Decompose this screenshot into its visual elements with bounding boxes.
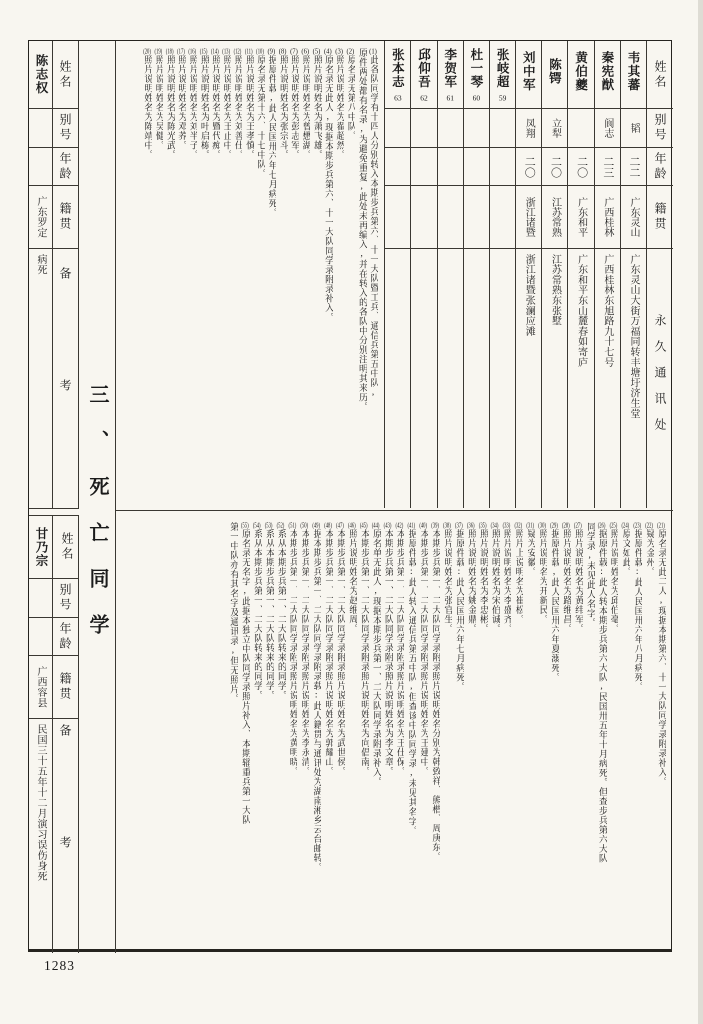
record-name: 邱仰吾 bbox=[416, 47, 431, 88]
record-name: 陈锷 bbox=[547, 58, 562, 85]
footnote-column bbox=[344, 48, 355, 500]
record-origin-cell: 广东和平 bbox=[568, 186, 593, 249]
record-name-cell bbox=[385, 41, 410, 109]
record-column bbox=[541, 41, 567, 508]
footnote-number: (37) bbox=[455, 522, 463, 529]
footnote-text: 原名录无第十六、十七中队。 bbox=[255, 55, 266, 179]
record-alias-cell bbox=[490, 109, 515, 148]
footnote-column bbox=[630, 522, 642, 948]
record-name-cell bbox=[542, 41, 567, 109]
footnote-number: (42) bbox=[395, 522, 404, 529]
footnote-text: 照片说明姓名为刘善仕。 bbox=[232, 55, 243, 160]
header-column-left-bottom bbox=[52, 516, 79, 953]
footnote-number: (45) bbox=[359, 522, 368, 529]
footnote-text: 照片说明姓名为姚金鼎。 bbox=[465, 529, 476, 634]
footnote-text: 同学录,未见此人名字。 bbox=[584, 522, 595, 628]
footnote-text: 系从本期步兵第一、二大队转来的同学。 bbox=[251, 529, 262, 700]
record-origin-cell: 广西容县 bbox=[29, 656, 52, 719]
table-frame bbox=[28, 40, 672, 952]
footnote-column bbox=[209, 48, 220, 500]
record-age-cell: 二〇 bbox=[542, 148, 567, 186]
record-address-cell bbox=[490, 249, 515, 508]
footnote-number: (52) bbox=[276, 522, 285, 529]
footnote-text: 疑为金州。 bbox=[644, 529, 655, 577]
footnote-column bbox=[654, 522, 666, 948]
footnote-number: (32) bbox=[514, 522, 523, 529]
footnote-column bbox=[265, 48, 276, 500]
record-alias-cell: 立犁 bbox=[542, 109, 567, 148]
record-name-cell bbox=[438, 41, 463, 109]
record-address-cell bbox=[438, 249, 463, 508]
footnote-column bbox=[310, 48, 321, 500]
record-address-cell: 江苏常熟东张墅 bbox=[549, 254, 561, 327]
footnote-number: (11) bbox=[244, 48, 253, 55]
header-name-label: 姓名 bbox=[53, 516, 78, 579]
record-name: 张岐超 bbox=[495, 47, 510, 88]
footnote-column bbox=[642, 522, 654, 948]
footnote-column bbox=[381, 522, 393, 948]
footnote-column bbox=[242, 48, 253, 500]
footnote-text: 系从本期步兵第一、二大队转来的同学。 bbox=[275, 529, 286, 700]
footnote-number: (3) bbox=[335, 48, 343, 55]
footnote-text: 照片说明姓名为暨代痴。 bbox=[209, 55, 220, 160]
header-address-label: 永久通讯处 bbox=[653, 313, 667, 444]
footnote-text: 照片说明姓名为萧飞雄。 bbox=[311, 55, 322, 160]
footnote-text: 原名录无此人,现据本期步兵第六、十一大队同学录附录补入。 bbox=[322, 55, 333, 322]
footnote-column bbox=[428, 522, 440, 948]
record-alias-cell: 凤翔 bbox=[516, 109, 541, 148]
page-number: 1283 bbox=[44, 958, 75, 973]
record-alias-cell bbox=[568, 109, 593, 148]
record-age-cell: 二〇 bbox=[568, 148, 593, 186]
footnote-text: 照片说明姓名为路维昌。 bbox=[560, 529, 571, 634]
record-alias-cell: 阆志 bbox=[595, 109, 620, 148]
footnote-text: 本期步兵第一、二大队同学录附录照片说明姓名分别为韩致祥、熊楷、周庚东。 bbox=[430, 529, 441, 862]
footnote-column bbox=[357, 522, 369, 948]
record-column bbox=[594, 41, 620, 508]
footnote-number: (22) bbox=[645, 522, 653, 529]
record-alias-cell bbox=[438, 109, 463, 148]
footnote-column bbox=[369, 522, 381, 948]
table-split-line bbox=[29, 508, 79, 509]
footnote-text: 照片说明名为开新民。 bbox=[537, 529, 548, 624]
footnote-text: 据原件载,此人民国卅六年夏溺死。 bbox=[548, 529, 559, 682]
footnote-number: (47) bbox=[336, 522, 344, 529]
footnote-column bbox=[141, 48, 152, 500]
footnote-text: 原名单无此人,现据本期步兵第一、二大队同学录附录补入。 bbox=[370, 529, 381, 787]
record-name-cell bbox=[464, 41, 489, 109]
footnote-number: (15) bbox=[199, 48, 208, 55]
record-age-cell: 二三 bbox=[595, 148, 620, 186]
header-alias-label: 别号 bbox=[53, 109, 78, 148]
footnote-number: (24) bbox=[621, 522, 630, 529]
footnote-text: 本期步兵第一、二大队同学录附录照片说明姓名为向倡南。 bbox=[358, 529, 369, 776]
record-address-cell: 广东和平东山麓春如寄庐 bbox=[575, 254, 587, 368]
footnote-column bbox=[175, 48, 186, 500]
footnote-text: 系从本期步兵第一、二大队转来的同学。 bbox=[263, 529, 274, 700]
footnote-column bbox=[571, 522, 583, 948]
footnote-number: (44) bbox=[371, 522, 380, 529]
footnote-column bbox=[186, 48, 197, 500]
footnote-number: (41) bbox=[407, 522, 416, 529]
footnote-text: 此各队同学有十四人分别转入本期步兵第六、十一大队暨工兵、通信兵第五中队, bbox=[368, 55, 378, 398]
header-age-label: 年龄 bbox=[53, 148, 78, 186]
record-column-left-bottom bbox=[29, 516, 52, 953]
footnote-text: 照片说明姓名为邓荞。 bbox=[175, 55, 186, 150]
footnote-text: 照片说明姓名为彭志军。 bbox=[288, 55, 299, 160]
section-title: 三、死亡同学 bbox=[79, 41, 116, 953]
header-origin-label: 籍贯 bbox=[647, 186, 673, 249]
header-remarks-label: 备考 bbox=[58, 724, 72, 948]
footnote-column bbox=[559, 522, 571, 948]
footnote-text: 照片说明姓名为王孝慎。 bbox=[243, 55, 254, 160]
record-origin-cell bbox=[490, 186, 515, 249]
footnote-column bbox=[238, 522, 250, 948]
footnote-number: (43) bbox=[383, 522, 392, 529]
record-address-cell: 浙江诸暨张澜应滩 bbox=[523, 254, 535, 337]
footnote-column bbox=[250, 522, 262, 948]
record-name-cell bbox=[621, 41, 646, 109]
footnote-text: 原件两处都有名录,为避免重复,此处未再编入,并在转入的各队中分别注明其来历。 bbox=[356, 48, 367, 412]
footnote-column bbox=[309, 522, 321, 948]
footnote-column bbox=[367, 48, 378, 500]
record-alias-cell bbox=[29, 579, 52, 618]
record-origin-cell bbox=[438, 186, 463, 249]
footnote-column bbox=[488, 522, 500, 948]
footnote-number: (5) bbox=[312, 48, 321, 55]
footnote-text: 原名录无名字,此据本独立中队同学录照片补入、本期辎重兵第一大队 bbox=[239, 529, 250, 825]
footnote-number: (26) bbox=[597, 522, 606, 529]
header-remarks-label: 备考 bbox=[58, 266, 72, 491]
footnote-number: (21) bbox=[657, 522, 665, 529]
footnote-number: (27) bbox=[573, 522, 582, 529]
record-address-cell bbox=[385, 249, 410, 508]
footnote-number: (8) bbox=[278, 48, 287, 55]
footnote-number: (14) bbox=[210, 48, 219, 55]
record-name-cell: 甘乃宗 bbox=[29, 516, 52, 579]
header-alias-label: 别号 bbox=[53, 579, 78, 618]
footnote-number: (25) bbox=[609, 522, 618, 529]
footnote-column bbox=[333, 522, 345, 948]
record-name-cell bbox=[568, 41, 593, 109]
record-age-cell bbox=[385, 148, 410, 186]
footnote-text: 照片说明姓名为赵维周。 bbox=[346, 529, 357, 634]
footnote-text: 原名录无第八中队。 bbox=[345, 55, 356, 141]
footnote-text: 据本期步兵第一、二大队同学录附录载:此人籍贯与通讯处为湖南湘乡云台邮转。 bbox=[311, 529, 322, 872]
footnote-text: 照片说明姓名为陈靖中。 bbox=[142, 55, 153, 160]
footnote-text: 照片说明姓名为张官生。 bbox=[441, 529, 452, 634]
footnote-column bbox=[618, 522, 630, 948]
record-origin-cell: 浙江诸暨 bbox=[516, 186, 541, 249]
footnote-text: 原名录无此二人,现据本期第六、十一大队同学录附录补入。 bbox=[656, 529, 666, 787]
footnote-text: 据原件载:此人民国卅六年七月病死。 bbox=[453, 529, 464, 692]
footnote-text: 照片说明姓名为李忠彬。 bbox=[477, 529, 488, 634]
record-ref-number: 61 bbox=[446, 94, 454, 102]
record-address-cell: 广东灵山大街万福同转丰塘圩济生堂 bbox=[628, 254, 639, 419]
footnote-number: (55) bbox=[240, 522, 249, 529]
footnote-column bbox=[452, 522, 464, 948]
record-name-cell bbox=[411, 41, 436, 109]
footnotes-top bbox=[141, 48, 378, 500]
footnote-number: (53) bbox=[264, 522, 273, 529]
footnote-text: 本期步兵第一、二大队同学录附录照片说明姓名为王仕保。 bbox=[394, 529, 405, 776]
footnote-column bbox=[276, 48, 287, 500]
footnote-text: 原文如此。 bbox=[620, 529, 631, 577]
record-column bbox=[567, 41, 593, 508]
record-alias-cell: 韬 bbox=[621, 109, 646, 148]
header-origin-label: 籍贯 bbox=[53, 186, 78, 249]
footnote-text: 照片说明姓名为王止中。 bbox=[221, 55, 232, 160]
footnote-text: 照片说明姓名为张宗斗。 bbox=[277, 55, 288, 160]
footnote-text: 照片说明姓名为刘半子。 bbox=[187, 55, 198, 160]
table-split-line bbox=[29, 515, 79, 516]
record-age-cell bbox=[29, 148, 52, 186]
record-column bbox=[437, 41, 463, 508]
record-name-cell bbox=[595, 41, 620, 109]
footnote-text: 照片说明姓名为翟超然。 bbox=[334, 55, 345, 160]
record-age-cell bbox=[29, 618, 52, 656]
footnote-number: (16) bbox=[188, 48, 197, 55]
footnote-text: 本期步兵第一、二大队同学录附录照片说明姓名为李永清。 bbox=[299, 529, 310, 776]
footnote-column bbox=[523, 522, 535, 948]
footnote-text: 据原件载:此人转本期步兵第六大队,民国卅五年十月病死。但查步兵第六大队 bbox=[596, 529, 607, 863]
record-age-cell: 二〇 bbox=[516, 148, 541, 186]
footnote-number: (17) bbox=[177, 48, 185, 55]
footnote-text: 照片说明姓名为叶启栋。 bbox=[198, 55, 209, 160]
footnote-text: 本期步兵第一、二大队同学录附录照片说明姓名为王建中。 bbox=[418, 529, 429, 776]
footnote-column bbox=[197, 48, 208, 500]
footnote-number: (29) bbox=[550, 522, 558, 529]
footnote-number: (9) bbox=[267, 48, 276, 55]
record-address-cell: 广西桂林东旭路九十七号 bbox=[601, 254, 613, 368]
footnote-number: (6) bbox=[301, 48, 310, 55]
footnote-column bbox=[511, 522, 523, 948]
footnote-number: (23) bbox=[633, 522, 642, 529]
record-address-cell bbox=[411, 249, 436, 508]
footnote-column bbox=[322, 48, 333, 500]
footnote-column bbox=[476, 522, 488, 948]
record-origin-cell bbox=[464, 186, 489, 249]
footnote-column bbox=[404, 522, 416, 948]
record-column-left-top bbox=[29, 41, 52, 508]
footnote-number: (39) bbox=[431, 522, 439, 529]
header-alias-label: 别号 bbox=[647, 109, 673, 148]
record-remarks-cell: 民国三十五年十二月演习误伤身死 bbox=[35, 724, 46, 882]
footnote-column bbox=[226, 522, 238, 948]
footnote-column bbox=[297, 522, 309, 948]
footnote-number: (31) bbox=[526, 522, 535, 529]
footnote-column bbox=[299, 48, 310, 500]
footnote-column bbox=[333, 48, 344, 500]
footnote-number: (10) bbox=[256, 48, 264, 55]
header-column-left-top bbox=[52, 41, 79, 508]
record-age-cell bbox=[464, 148, 489, 186]
record-origin-cell: 广东罗定 bbox=[29, 186, 52, 249]
footnote-text: 本期步兵第一、二大队同学录附录照片说明姓名为黄明晓。 bbox=[287, 529, 298, 776]
footnote-number: (4) bbox=[323, 48, 332, 55]
footnote-text: 本期步兵第一、二大队同学录附录照片说明姓名为李文章。 bbox=[382, 529, 393, 776]
footnote-text: 第一中队亦有其名字及通讯录,但无照片。 bbox=[227, 522, 238, 704]
footnote-column bbox=[288, 48, 299, 500]
record-column bbox=[489, 41, 515, 508]
record-alias-cell bbox=[29, 109, 52, 148]
footnote-number: (33) bbox=[502, 522, 511, 529]
footnote-column bbox=[547, 522, 559, 948]
footnote-number: (13) bbox=[222, 48, 230, 55]
footnote-column bbox=[416, 522, 428, 948]
footnote-column bbox=[286, 522, 298, 948]
footnote-column bbox=[254, 48, 265, 500]
record-ref-number: 62 bbox=[420, 94, 428, 102]
record-name: 韦其蕃 bbox=[626, 51, 640, 92]
footnote-number: (51) bbox=[288, 522, 297, 529]
footnote-number: (28) bbox=[562, 522, 570, 529]
records-top bbox=[384, 41, 646, 508]
footnote-number: (49) bbox=[312, 522, 321, 529]
footnote-text: 照片说明姓名为曾懋湖。 bbox=[300, 55, 311, 160]
footnote-column bbox=[345, 522, 357, 948]
footnote-number: (46) bbox=[347, 522, 356, 529]
record-age-cell bbox=[438, 148, 463, 186]
record-name-cell bbox=[490, 41, 515, 109]
footnote-number: (20) bbox=[143, 48, 151, 55]
footnote-column bbox=[500, 522, 512, 948]
record-column bbox=[410, 41, 436, 508]
scan-edge-shadow bbox=[698, 0, 703, 1024]
footnote-column bbox=[393, 522, 405, 948]
footnote-column bbox=[607, 522, 619, 948]
table-split-line bbox=[116, 510, 673, 511]
record-origin-cell: 江苏常熟 bbox=[542, 186, 567, 249]
record-alias-cell bbox=[464, 109, 489, 148]
footnote-number: (38) bbox=[443, 522, 451, 529]
record-remarks-cell: 病死 bbox=[35, 254, 46, 275]
record-alias-cell bbox=[411, 109, 436, 148]
record-ref-number: 59 bbox=[498, 94, 507, 102]
footnote-text: 疑为安徽。 bbox=[525, 529, 536, 577]
record-name: 杜一琴 bbox=[468, 47, 483, 88]
footnote-number: (50) bbox=[300, 522, 309, 529]
record-origin-cell: 广东灵山 bbox=[621, 186, 646, 249]
footnote-column bbox=[535, 522, 547, 948]
footnote-column bbox=[274, 522, 286, 948]
footnote-text: 照片说明姓名为黄纬军。 bbox=[572, 529, 583, 634]
footnote-column bbox=[220, 48, 231, 500]
record-origin-cell bbox=[385, 186, 410, 249]
footnote-text: 照片说明姓名为李盛齐。 bbox=[501, 529, 512, 634]
footnote-number: (40) bbox=[419, 522, 428, 529]
footnote-column bbox=[262, 522, 274, 948]
footnote-text: 据原件载:此人民国卅六年八月病死。 bbox=[632, 529, 643, 692]
footnote-text: 据原件载:此人转入通信兵第五中队,但查该中队同学录,未见其名字。 bbox=[406, 529, 417, 836]
record-age-cell bbox=[411, 148, 436, 186]
record-name: 刘中军 bbox=[521, 51, 536, 92]
record-name: 秦宪猷 bbox=[599, 51, 614, 92]
footnote-text: 本期步兵第一、二大队同学录附录照片说明姓名为郭耀山。 bbox=[323, 529, 334, 776]
record-column bbox=[463, 41, 489, 508]
footnote-number: (12) bbox=[233, 48, 242, 55]
footnote-text: 照片说明姓名为陈光武。 bbox=[164, 55, 175, 160]
footnote-column bbox=[163, 48, 174, 500]
header-age-label: 年龄 bbox=[53, 618, 78, 656]
record-column bbox=[620, 41, 646, 508]
footnote-number: (18) bbox=[165, 48, 174, 55]
record-name-cell bbox=[516, 41, 541, 109]
record-name: 李贺军 bbox=[442, 47, 457, 88]
footnote-column bbox=[152, 48, 163, 500]
footnote-number: (30) bbox=[538, 522, 546, 529]
header-column-right bbox=[646, 41, 673, 508]
header-age-label: 年龄 bbox=[647, 148, 673, 186]
record-origin-cell: 广西桂林 bbox=[595, 186, 620, 249]
footnote-column bbox=[595, 522, 607, 948]
footnotes-bottom bbox=[226, 522, 666, 948]
footnote-number: (54) bbox=[252, 522, 261, 529]
footnote-number: (48) bbox=[324, 522, 332, 529]
footnote-text: 照片说明姓名为邱伯毫。 bbox=[608, 529, 619, 634]
record-alias-cell bbox=[385, 109, 410, 148]
footnote-text: 据原件载,此人民国卅六年七月病死。 bbox=[266, 55, 277, 218]
footnote-number: (7) bbox=[290, 48, 298, 55]
footnote-column bbox=[583, 522, 595, 948]
header-name-label: 姓名 bbox=[53, 41, 78, 109]
footnote-column bbox=[355, 48, 366, 500]
footnote-text: 照片说明姓名为宋伯诚。 bbox=[489, 529, 500, 634]
record-column bbox=[515, 41, 541, 508]
footnote-column bbox=[440, 522, 452, 948]
footnote-number: (19) bbox=[154, 48, 163, 55]
footnote-number: (1) bbox=[369, 48, 377, 55]
footnote-number: (35) bbox=[478, 522, 487, 529]
record-origin-cell bbox=[411, 186, 436, 249]
record-age-cell bbox=[490, 148, 515, 186]
record-name: 黄伯夔 bbox=[573, 51, 588, 92]
header-origin-label: 籍贯 bbox=[53, 656, 78, 719]
record-column bbox=[384, 41, 410, 508]
footnote-text: 本期步兵第一、二大队同学录附录照片说明姓名为武世侯。 bbox=[334, 529, 345, 776]
footnote-text: 照片说明姓名为吴健。 bbox=[153, 55, 164, 150]
record-ref-number: 63 bbox=[394, 94, 402, 102]
record-name-cell: 陈志权 bbox=[29, 41, 52, 109]
footnote-number: (2) bbox=[346, 48, 355, 55]
record-address-cell bbox=[464, 249, 489, 508]
header-name-label: 姓名 bbox=[647, 41, 673, 109]
footnote-number: (36) bbox=[466, 522, 475, 529]
footnote-column bbox=[231, 48, 242, 500]
footnote-text: 照片上说明名为崔松。 bbox=[513, 529, 524, 624]
record-name: 张本志 bbox=[390, 47, 405, 88]
record-age-cell: 二二 bbox=[621, 148, 646, 186]
record-ref-number: 60 bbox=[472, 94, 481, 102]
footnote-column bbox=[321, 522, 333, 948]
footnote-column bbox=[464, 522, 476, 948]
footnote-number: (34) bbox=[490, 522, 499, 529]
